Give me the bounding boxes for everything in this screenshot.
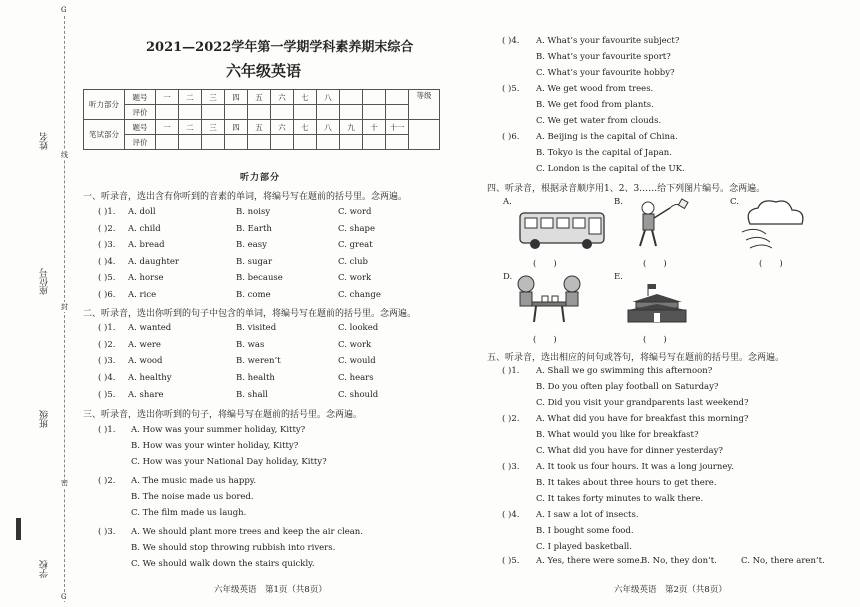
- option-c: C. We should walk down the stairs quickly.: [131, 559, 315, 569]
- seat-label: 座位号: [40, 268, 50, 295]
- option-b: B. We should stop throwing rubbish into rivers.: [131, 543, 336, 553]
- option-b: B. sugar: [236, 256, 273, 267]
- option-c: C. shape: [338, 223, 375, 234]
- option-b: B. What’s your favourite sport?: [536, 52, 671, 62]
- answer-bracket[interactable]: ( )6.: [502, 132, 520, 142]
- binding-mark: G: [61, 6, 67, 14]
- answer-bracket[interactable]: ( )2.: [502, 414, 520, 424]
- tiananmen-icon: [624, 282, 690, 324]
- option-a: A. daughter: [128, 256, 179, 267]
- option-a: A. wanted: [128, 323, 172, 333]
- q-num: 四: [225, 120, 248, 135]
- q-num: 七: [294, 90, 317, 105]
- section-4-instruction: 四、听录音，根据录音顺序用1、2、3……给下列图片编号。念两遍。: [487, 184, 766, 194]
- answer-bracket[interactable]: ( )5.: [98, 389, 116, 400]
- answer-bracket[interactable]: ( )2.: [98, 476, 116, 486]
- option-a: A. horse: [128, 273, 164, 283]
- exam-subtitle: 六年级英语: [226, 62, 302, 80]
- answer-bracket[interactable]: ( )1.: [98, 207, 116, 217]
- option-a: A. doll: [128, 207, 156, 217]
- option-a: A. What did you have for breakfast this morning?: [536, 414, 749, 424]
- answer-bracket[interactable]: ( )6.: [98, 289, 116, 300]
- option-a: A. child: [128, 223, 161, 234]
- binding-mark: 密: [61, 479, 68, 487]
- option-b: B. Earth: [236, 223, 272, 234]
- row-header: 评价: [125, 105, 156, 120]
- option-a: A. We get wood from trees.: [536, 84, 654, 94]
- answer-bracket[interactable]: ( ): [643, 259, 667, 269]
- option-c: C. would: [338, 356, 376, 367]
- answer-bracket[interactable]: ( ): [759, 259, 783, 269]
- option-b: B. No, they don’t.: [641, 556, 717, 566]
- section-title: 听力部分: [240, 173, 281, 183]
- scan-mark: [16, 518, 21, 540]
- class-label: 班级: [40, 410, 50, 428]
- pic-label: A.: [503, 197, 512, 207]
- option-a: A. We should plant more trees and keep the air clean.: [131, 527, 363, 537]
- q-num: 五: [248, 120, 271, 135]
- option-b: B. How was your winter holiday, Kitty?: [131, 441, 299, 451]
- option-b: B. Do you often play football on Saturday?: [536, 382, 719, 392]
- option-c: C. club: [338, 256, 368, 267]
- answer-bracket[interactable]: ( )5.: [98, 273, 116, 283]
- bus-icon: [517, 208, 609, 252]
- section-3-instruction: 三、听录音，选出你听到的句子，将编号写在题前的括号里。念两遍。: [83, 410, 363, 420]
- option-c: C. Did you visit your grandparents last weekend?: [536, 398, 749, 408]
- row-header: 评价: [125, 135, 156, 150]
- q-num: 十: [363, 120, 386, 135]
- answer-bracket[interactable]: ( )2.: [98, 339, 116, 350]
- write-part-label: 笔试部分: [84, 120, 125, 150]
- option-b: B. easy: [236, 240, 267, 250]
- answer-bracket[interactable]: ( )4.: [502, 36, 520, 46]
- pic-label: B.: [614, 197, 623, 207]
- option-c: C. The film made us laugh.: [131, 508, 247, 518]
- option-c: C. word: [338, 207, 372, 217]
- option-c: C. What did you have for dinner yesterday?: [536, 446, 723, 456]
- option-a: A. wood: [128, 356, 163, 367]
- q-num: 八: [317, 90, 340, 105]
- option-b: B. What would you like for breakfast?: [536, 430, 699, 440]
- option-a: A. healthy: [128, 373, 172, 384]
- answer-bracket[interactable]: ( )3.: [98, 356, 116, 367]
- option-a: A. rice: [128, 289, 157, 300]
- answer-bracket[interactable]: ( ): [533, 259, 557, 269]
- option-a: A. bread: [128, 240, 165, 250]
- option-b: B. because: [236, 273, 283, 283]
- option-a: A. Shall we go swimming this afternoon?: [536, 366, 713, 376]
- option-c: C. should: [338, 389, 379, 400]
- answer-bracket[interactable]: ( )4.: [98, 373, 116, 384]
- binding-mark: G: [61, 593, 67, 601]
- option-b: B. shall: [236, 389, 268, 400]
- q-num: 二: [179, 90, 202, 105]
- q-num: 六: [271, 90, 294, 105]
- q-num: 十一: [386, 120, 409, 135]
- option-b: B. was: [236, 339, 265, 350]
- children-eating-icon: [512, 272, 586, 324]
- answer-bracket[interactable]: ( )3.: [502, 462, 520, 472]
- option-c: C. It takes forty minutes to walk there.: [536, 494, 704, 504]
- q-num: 一: [156, 90, 179, 105]
- q-num: 五: [248, 90, 271, 105]
- option-c: C. London is the capital of the UK.: [536, 164, 685, 174]
- answer-bracket[interactable]: ( ): [643, 335, 667, 345]
- option-a: A. Yes, there were some.: [536, 556, 643, 566]
- row-header: 题号: [125, 120, 156, 135]
- q-num: 三: [202, 90, 225, 105]
- binding-mark: 线: [61, 151, 68, 159]
- grade-cell[interactable]: [409, 120, 440, 150]
- listen-part-label: 听力部分: [84, 90, 125, 120]
- option-c: C. looked: [338, 323, 379, 333]
- option-a: A. were: [128, 339, 161, 350]
- option-b: B. weren’t: [236, 356, 281, 367]
- q-num: 八: [317, 120, 340, 135]
- option-a: A. The music made us happy.: [131, 476, 257, 486]
- pic-label: C.: [730, 197, 739, 207]
- option-a: A. I saw a lot of insects.: [536, 510, 639, 520]
- section-5-instruction: 五、听录音，选出相应的问句或答句，将编号写在题前的括号里。念两遍。: [487, 353, 785, 363]
- option-b: B. come: [236, 289, 271, 300]
- option-b: B. noisy: [236, 207, 271, 217]
- binding-mark: 封: [61, 303, 68, 311]
- option-b: B. We get food from plants.: [536, 100, 654, 110]
- option-b: B. It takes about three hours to get there.: [536, 478, 717, 488]
- q-num: 六: [271, 120, 294, 135]
- answer-bracket[interactable]: ( )4.: [98, 256, 116, 267]
- section-2-instruction: 二、听录音，选出你听到的句子中包含的单词，将编号写在题前的括号里。念两遍。: [83, 309, 417, 319]
- answer-bracket[interactable]: ( )4.: [502, 510, 520, 520]
- q-num: 九: [340, 120, 363, 135]
- answer-bracket[interactable]: ( )1.: [98, 425, 116, 435]
- option-b: B. Tokyo is the capital of Japan.: [536, 148, 672, 158]
- answer-bracket[interactable]: ( )1.: [98, 323, 116, 333]
- option-c: C. What’s your favourite hobby?: [536, 68, 675, 78]
- option-b: B. visited: [236, 323, 277, 333]
- windy-cloud-icon: [736, 196, 812, 252]
- grade-label: 等级: [409, 90, 440, 120]
- section-1-instruction: 一、听录音，选出含有你听到的音素的单词，将编号写在题前的括号里。念两遍。: [83, 192, 408, 202]
- score-table: [83, 89, 440, 150]
- answer-bracket[interactable]: ( )3.: [98, 240, 116, 250]
- pic-label: E.: [614, 272, 623, 282]
- option-b: B. I bought some food.: [536, 526, 634, 536]
- name-label: 姓名: [40, 132, 50, 150]
- answer-bracket[interactable]: ( )1.: [502, 366, 520, 376]
- exam-title: 2021—2022学年第一学期学科素养期末综合: [146, 40, 414, 55]
- pic-label: D.: [503, 272, 513, 282]
- option-b: B. The noise made us bored.: [131, 492, 254, 502]
- option-a: A. Beijing is the capital of China.: [536, 132, 678, 142]
- option-c: C. change: [338, 289, 381, 300]
- option-a: A. share: [128, 389, 164, 400]
- page-footer: 六年级英语 第2页（共8页）: [614, 585, 727, 595]
- q-num: 三: [202, 120, 225, 135]
- option-b: B. health: [236, 373, 275, 384]
- answer-bracket[interactable]: ( )5.: [502, 84, 520, 94]
- answer-bracket[interactable]: ( )5.: [502, 556, 520, 566]
- answer-bracket[interactable]: ( ): [533, 335, 557, 345]
- option-c: C. hears: [338, 373, 374, 384]
- answer-bracket[interactable]: ( )3.: [98, 527, 116, 537]
- q-num: 四: [225, 90, 248, 105]
- kite-flying-boy-icon: [630, 196, 690, 252]
- option-a: A. It took us four hours. It was a long journey.: [536, 462, 734, 472]
- option-c: C. I played basketball.: [536, 542, 632, 552]
- q-num: 二: [179, 120, 202, 135]
- option-c: C. work: [338, 273, 372, 283]
- option-a: A. What’s your favourite subject?: [536, 36, 680, 46]
- q-num: 七: [294, 120, 317, 135]
- option-c: C. work: [338, 339, 372, 350]
- page-footer: 六年级英语 第1页（共8页）: [214, 585, 327, 595]
- school-label: 学校: [40, 560, 50, 578]
- option-a: A. How was your summer holiday, Kitty?: [131, 425, 306, 435]
- q-num: 一: [156, 120, 179, 135]
- row-header: 题号: [125, 90, 156, 105]
- option-c: C. great: [338, 240, 373, 250]
- answer-bracket[interactable]: ( )2.: [98, 223, 116, 234]
- option-c: C. We get water from clouds.: [536, 116, 662, 126]
- option-c: C. How was your National Day holiday, Kitty?: [131, 457, 327, 467]
- option-c: C. No, there aren’t.: [741, 556, 825, 566]
